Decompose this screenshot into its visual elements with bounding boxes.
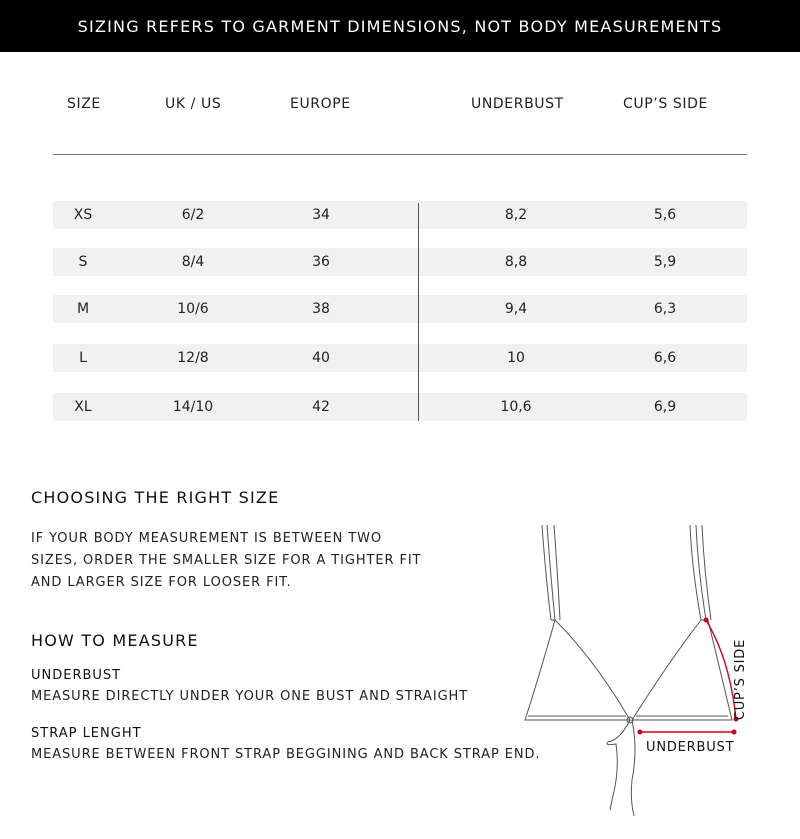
cell-size: M (76, 301, 90, 317)
header-size: SIZE (67, 96, 101, 112)
cell-uk-us: 10/6 (177, 301, 209, 317)
cell-cups-side: 5,9 (653, 254, 677, 270)
cell-size: L (79, 350, 87, 366)
table-column-divider (418, 203, 419, 421)
cell-europe: 40 (312, 350, 330, 366)
cell-underbust: 8,8 (504, 254, 528, 270)
strap-title: STRAP LENGHT (31, 726, 142, 741)
header-europe: EUROPE (290, 96, 351, 112)
header-cups-side: CUP’S SIDE (623, 96, 708, 112)
cell-uk-us: 6/2 (181, 207, 205, 223)
table-row (53, 295, 747, 323)
choosing-line-1: IF YOUR BODY MEASUREMENT IS BETWEEN TWO (31, 531, 383, 546)
cell-cups-side: 6,6 (653, 350, 677, 366)
bikini-top-illustration (520, 520, 800, 820)
cell-cups-side: 6,3 (653, 301, 677, 317)
cell-size: XL (74, 399, 92, 415)
cell-underbust: 10,6 (500, 399, 532, 415)
cell-uk-us: 14/10 (172, 399, 214, 415)
cell-cups-side: 6,9 (653, 399, 677, 415)
cell-europe: 36 (312, 254, 330, 270)
header-underbust: UNDERBUST (471, 96, 564, 112)
cell-underbust: 8,2 (504, 207, 528, 223)
choosing-title: CHOOSING THE RIGHT SIZE (31, 488, 280, 507)
cell-underbust: 10 (507, 350, 525, 366)
table-row (53, 248, 747, 276)
cell-cups-side: 5,6 (653, 207, 677, 223)
header-divider (53, 154, 747, 155)
cell-uk-us: 8/4 (181, 254, 205, 270)
measure-title: HOW TO MEASURE (31, 631, 199, 650)
table-row (53, 344, 747, 372)
cell-uk-us: 12/8 (177, 350, 209, 366)
cell-underbust: 9,4 (504, 301, 528, 317)
underbust-label: UNDERBUST (646, 740, 735, 755)
cups-side-label: CUP’S SIDE (733, 638, 749, 721)
sizing-banner: SIZING REFERS TO GARMENT DIMENSIONS, NOT BODY MEASUREMENTS (0, 0, 800, 52)
table-row (53, 201, 747, 229)
choosing-line-2: SIZES, ORDER THE SMALLER SIZE FOR A TIGHTER FIT (31, 553, 422, 568)
choosing-line-3: AND LARGER SIZE FOR LOOSER FIT. (31, 575, 292, 590)
cell-europe: 38 (312, 301, 330, 317)
cell-europe: 34 (312, 207, 330, 223)
cell-size: S (78, 254, 88, 270)
cell-europe: 42 (312, 399, 330, 415)
header-uk-us: UK / US (165, 96, 222, 112)
cell-size: XS (73, 207, 93, 223)
underbust-title: UNDERBUST (31, 668, 122, 683)
table-row (53, 393, 747, 421)
underbust-text: MEASURE DIRECTLY UNDER YOUR ONE BUST AND STRAIGHT (31, 689, 469, 704)
strap-text: MEASURE BETWEEN FRONT STRAP BEGGINING AND BACK STRAP END. (31, 747, 541, 762)
